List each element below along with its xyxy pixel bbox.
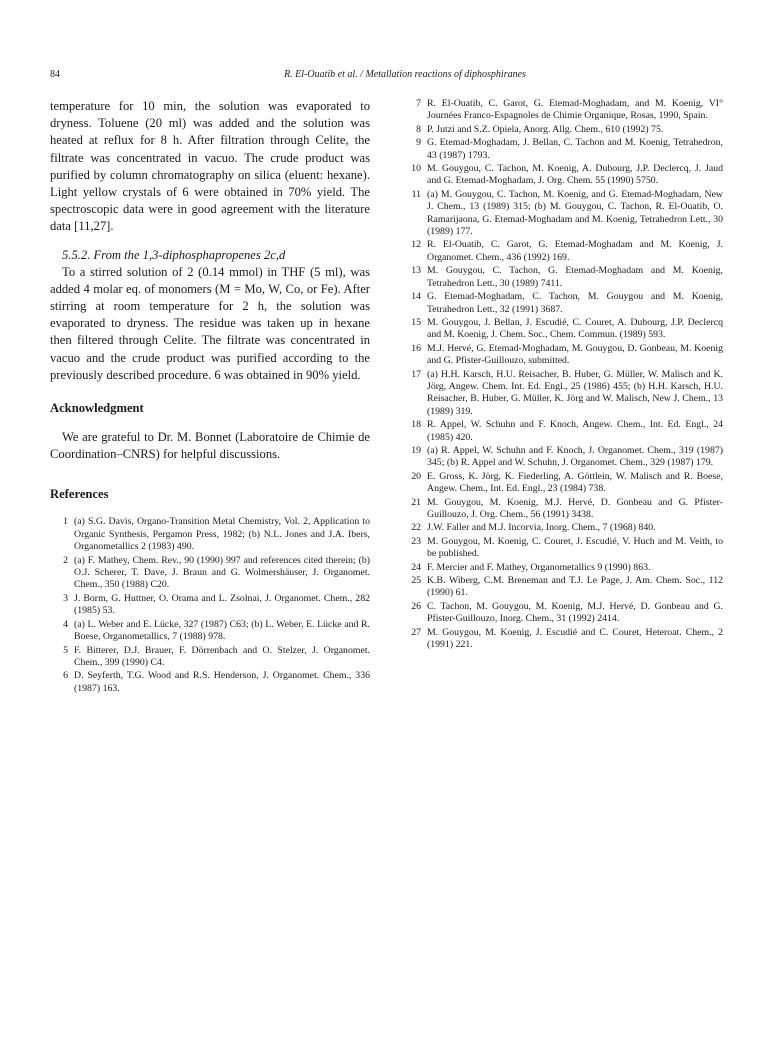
running-head: R. El-Ouatib et al. / Metallation reactions of diphosphiranes <box>284 69 526 80</box>
reference-number: 26 <box>411 600 421 612</box>
reference-text: R. El-Ouatib, C. Garot, G. Etemad-Moghadam and M. Koenig, J. Organomet. Chem., 436 (1992) 169. <box>427 239 723 263</box>
reference-item <box>403 445 723 470</box>
reference-number: 12 <box>411 239 421 251</box>
reference-item <box>403 497 723 522</box>
reference-item <box>403 522 723 534</box>
reference-item <box>403 265 723 290</box>
reference-number: 17 <box>411 368 421 380</box>
reference-number: 23 <box>411 535 421 547</box>
reference-number: 4 <box>63 618 68 630</box>
experimental-paragraph-2: To a stirred solution of 2 (0.14 mmol) in THF (5 ml), was added 4 molar eq. of monomers (M = Mo, W, Co, or Fe). After stirring at room temperature for 2 h, the solution was evaporated to dryness. The residue was taken up in hexane then filtered through Celite. The filtrate was concentrated in vacuo and the crude product was purified according to the previously described procedure. 6 was obtained in 90% yield. <box>50 264 370 382</box>
reference-item <box>50 645 370 670</box>
reference-text: C. Tachon, M. Gouygou, M. Koenig, M.J. Hervé, D. Gonbeau and G. Pfister-Guillouzo, Inorg. Chem., 31 (1992) 2414. <box>427 600 723 625</box>
reference-text: M. Gouygou, M. Koenig, M.J. Hervé, D. Gonbeau and G. Pfister-Guillouzo, J. Org. Chem., 56 (1991) 3438. <box>427 496 723 520</box>
reference-item <box>50 593 370 618</box>
reference-number: 20 <box>411 470 421 482</box>
reference-text: (a) M. Gouygou, C. Tachon, M. Koenig, and G. Etemad-Moghadam, New J. Chem., 13 (1989) 315; (b) M. Gouygou, C. Tachon, R. El-Ouatib, O. Ramarijaona, G. Etemad-Moghadam and M. Koenig, Tetrahedron Lett., 30 (1989) 177. <box>427 188 723 238</box>
reference-text: F. Bitterer, D.J. Brauer, F. Dörrenbach and O. Stelzer, J. Organomet. Chem., 399 (1990) C4. <box>74 644 370 668</box>
reference-text: D. Seyferth, T.G. Wood and R.S. Henderson, J. Organomet. Chem., 336 (1987) 163. <box>74 670 370 694</box>
reference-item <box>403 317 723 342</box>
reference-text: R. Appel, W. Schuhn and F. Knoch, Angew. Chem., Int. Ed. Engl., 24 (1985) 420. <box>427 419 723 443</box>
reference-text: (a) L. Weber and E. Lücke, 327 (1987) C63; (b) L. Weber, E. Lücke and R. Boese, Organometallics, 7 (1988) 978. <box>74 618 370 643</box>
reference-text: (a) R. Appel, W. Schuhn and F. Knoch, J. Organomet. Chem., 319 (1987) 345; (b) R. Appel and W. Schuhn, J. Organomet. Chem., 329 (1987) 179. <box>427 444 723 469</box>
reference-item <box>403 627 723 652</box>
reference-number: 21 <box>411 496 421 508</box>
reference-item <box>403 562 723 574</box>
reference-number: 16 <box>411 342 421 354</box>
subsection-heading: 5.5.2. From the 1,3-diphosphapropenes 2c,d <box>62 247 286 262</box>
reference-text: (a) H.H. Karsch, H.U. Reisacher, B. Huber, G. Müller, W. Malisch and K. Jörg, Angew. Chem. Int. Ed. Engl., 25 (1986) 455; (b) H.H. Karsch, H.U. Reisacher, B. Huber, G. Müller, K. Jörg and W. Malisch, New J. Chem., 13 (1989) 319. <box>427 368 723 417</box>
reference-item <box>403 471 723 496</box>
reference-number: 27 <box>411 626 421 638</box>
reference-text: F. Mercier and F. Mathey, Organometallics 9 (1990) 863. <box>427 561 651 573</box>
left-column <box>50 98 370 696</box>
reference-number: 15 <box>411 316 421 328</box>
reference-text: K.B. Wiberg, C.M. Breneman and T.J. Le Page, J. Am. Chem. Soc., 112 (1990) 61. <box>427 575 723 599</box>
reference-number: 24 <box>411 561 421 573</box>
acknowledgment-text: We are grateful to Dr. M. Bonnet (Laboratoire de Chimie de Coordination–CNRS) for helpful discussions. <box>50 430 370 462</box>
reference-item <box>403 419 723 444</box>
reference-text: M. Gouygou, C. Tachon, G. Etemad-Moghadam and M. Koenig, Tetrahedron Lett., 30 (1989) 7411. <box>427 265 723 289</box>
reference-item <box>403 124 723 136</box>
reference-item <box>403 536 723 561</box>
reference-item <box>403 291 723 316</box>
reference-text: M. Gouygou, M. Koenig, J. Escudié and C. Couret, Heteroat. Chem., 2 (1991) 221. <box>427 626 723 651</box>
reference-text: R. El-Ouatib, C. Garot, G. Etemad-Moghadam, and M. Koenig, VI° Journées Franco-Espagnoles de Chimie Organique, Rosas, 1990, Spain. <box>427 98 723 122</box>
reference-text: E. Gross, K. Jörg, K. Fiederling, A. Göttlein, W. Malisch and R. Boese, Angew. Chem., Int. Ed. Engl., 23 (1984) 738. <box>427 470 723 495</box>
reference-item <box>403 98 723 123</box>
reference-item <box>403 601 723 626</box>
experimental-paragraph-1: temperature for 10 min, the solution was evaporated to dryness. Toluene (20 ml) was added and the solution was heated at reflux for 8 h. After filtration through Celite, the filtrate was concentrated in vacuo. The crude product was purified by column chromatography on silica (eluent: hexane). Light yellow crystals of 6 were obtained in 70% yield. The spectroscopic data were in good agreement with the literature data [11,27]. <box>50 99 370 234</box>
reference-text: M.J. Hervé, G. Etemad-Moghadam, M. Gouygou, D. Gonbeau, M. Koenig and G. Pfister-Guillouzo, submitted. <box>427 342 723 367</box>
reference-item <box>403 239 723 264</box>
reference-number: 5 <box>63 644 68 656</box>
reference-number: 3 <box>63 592 68 604</box>
reference-text: J. Borm, G. Huttner, O. Orama and L. Zsolnai, J. Organomet. Chem., 282 (1985) 53. <box>74 592 370 617</box>
reference-number: 11 <box>411 188 421 200</box>
reference-number: 10 <box>411 163 421 175</box>
reference-item <box>50 670 370 695</box>
right-column <box>403 98 723 652</box>
reference-item <box>50 516 370 553</box>
reference-item <box>403 343 723 368</box>
reference-item <box>403 137 723 162</box>
reference-number: 2 <box>63 554 68 566</box>
reference-text: P. Jutzi and S.Z. Opiela, Anorg. Allg. Chem., 610 (1992) 75. <box>427 123 664 135</box>
reference-number: 9 <box>416 137 421 149</box>
reference-number: 22 <box>411 522 421 534</box>
references-list-left <box>50 516 370 695</box>
page-number: 84 <box>50 69 60 80</box>
reference-number: 7 <box>416 98 421 109</box>
reference-item <box>50 555 370 592</box>
reference-number: 25 <box>411 575 421 587</box>
reference-text: M. Gouygou, J. Bellan, J. Escudié, C. Couret, A. Dubourg, J.P. Declercq and M. Koenig, J. Chem. Soc., Chem. Commun. (1989) 593. <box>427 316 723 341</box>
reference-text: J.W. Faller and M.J. Incorvia, Inorg. Chem., 7 (1968) 840. <box>427 522 656 534</box>
acknowledgment-heading: Acknowledgment <box>50 401 144 416</box>
reference-item <box>403 369 723 419</box>
reference-number: 6 <box>63 670 68 682</box>
reference-number: 8 <box>416 123 421 135</box>
reference-number: 19 <box>411 444 421 456</box>
references-list-right <box>403 98 723 651</box>
reference-text: G. Etemad-Moghadam, C. Tachon, M. Gouygou and M. Koenig, Tetrahedron Lett., 32 (1991) 3687. <box>427 291 723 315</box>
reference-text: (a) F. Mathey, Chem. Rev., 90 (1990) 997 and references cited therein; (b) O.J. Scherer, T. Dave, J. Braun and G. Wolmershäuser, J. Organomet. Chem., 350 (1988) C20. <box>74 554 370 591</box>
reference-number: 1 <box>63 516 68 528</box>
references-heading: References <box>50 487 109 502</box>
reference-number: 14 <box>411 291 421 303</box>
reference-text: (a) S.G. Davis, Organo-Transition Metal Chemistry, Vol. 2, Application to Organic Synthesis, Pergamon Press, 1982; (b) N.L. Jones and J.A. Ibers, Organometallics 2 (1983) 490. <box>74 516 370 553</box>
reference-item <box>403 575 723 600</box>
reference-text: M. Gouygou, M. Koenig, C. Couret, J. Escudié, V. Huch and M. Veith, to be published. <box>427 535 723 560</box>
reference-number: 13 <box>411 265 421 277</box>
reference-item <box>50 619 370 644</box>
reference-item <box>403 163 723 188</box>
reference-text: M. Gouygou, C. Tachon, M. Koenig, A. Dubourg, J.P. Declercq, J. Jaud and G. Etemad-Moghadam, J. Org. Chem. 55 (1990) 5750. <box>427 163 723 187</box>
reference-number: 18 <box>411 419 421 431</box>
reference-item <box>403 189 723 239</box>
reference-text: G. Etemad-Moghadam, J. Bellan, C. Tachon and M. Koenig, Tetrahedron, 43 (1987) 1793. <box>427 137 723 161</box>
